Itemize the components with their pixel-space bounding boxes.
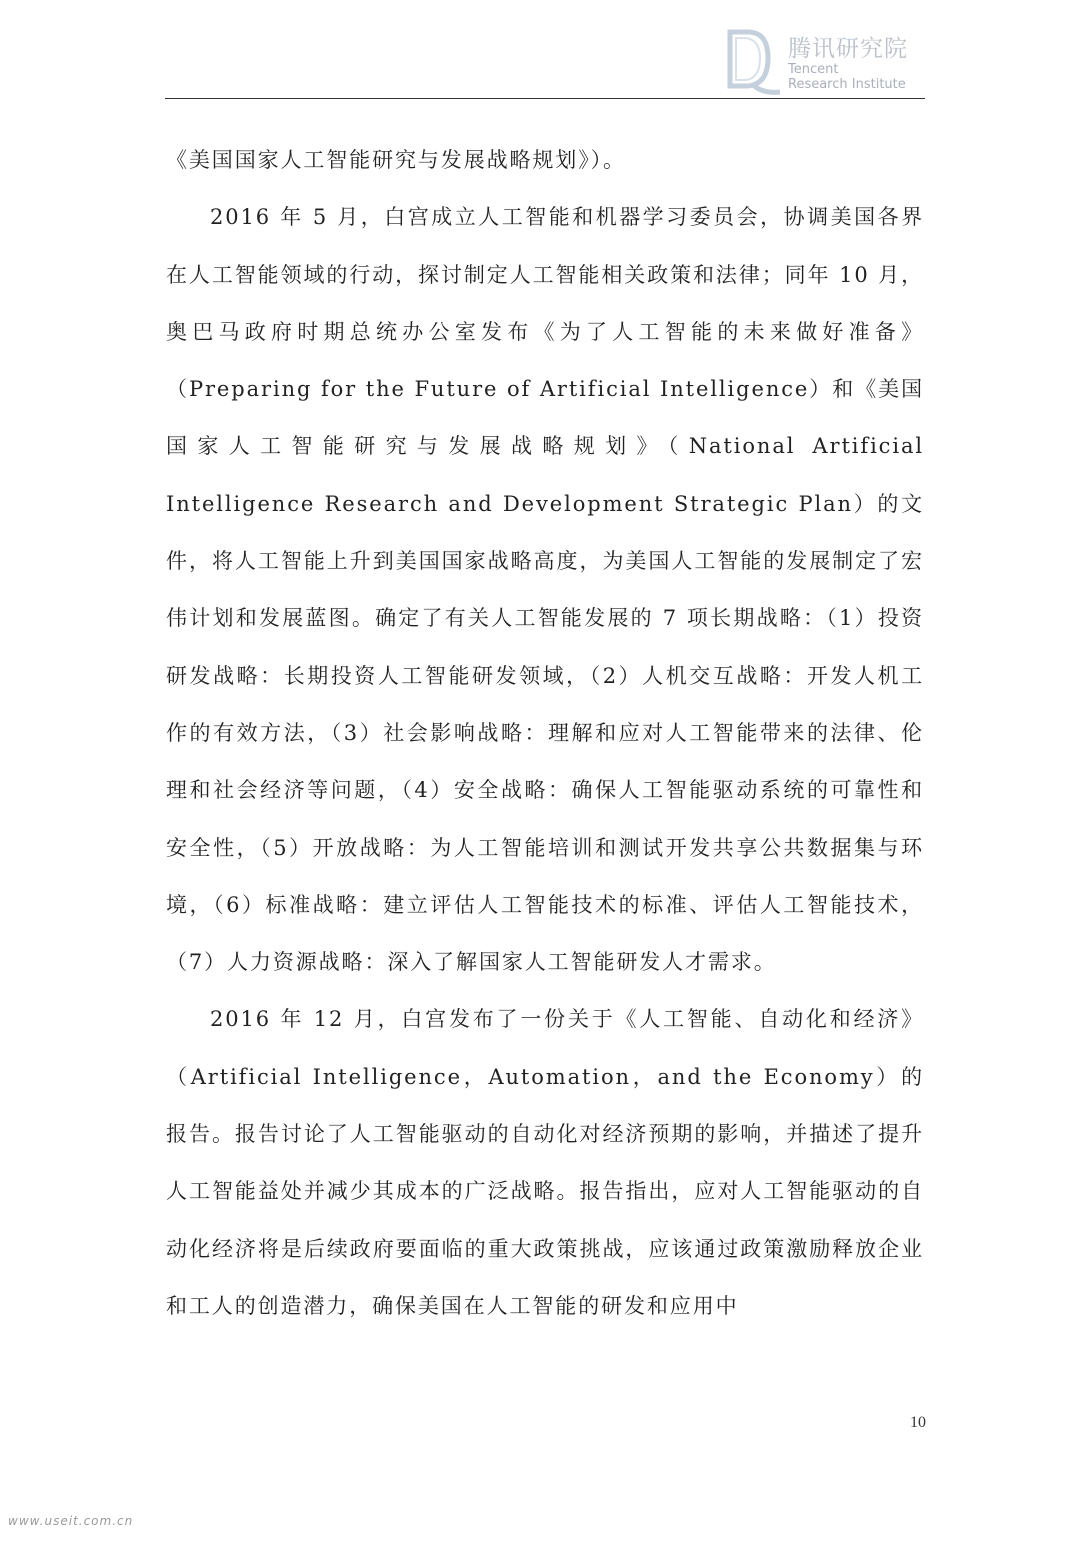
paragraph-2016-may: 2016 年 5 月，白宫成立人工智能和机器学习委员会，协调美国各界在人工智能领域的行动，探讨制定人工智能相关政策和法律；同年 10 月，奥巴马政府时期总统办公室发布《为了人工智能的未来做好准备》（Preparing for the Future of Artificial Intelligence）和《美国国家人工智能研究与发展战略规划》（National Artificial Intelligence Research and Development Strategic Plan）的文件，将人工智能上升到美国国家战略高度，为美国人工智能的发展制定了宏伟计划和发展蓝图。确定了有关人工智能发展的 7 项长期战略：（1）投资研发战略：长期投资人工智能研发领域，（2）人机交互战略：开发人机工作的有效方法，（3）社会影响战略：理解和应对人工智能带来的法律、伦理和社会经济等问题，（4）安全战略：确保人工智能驱动系统的可靠性和安全性，（5）开放战略：为人工智能培训和测试开发共享公共数据集与环境，（6）标准战略：建立评估人工智能技术的标准、评估人工智能技术，（7）人力资源战略：深入了解国家人工智能研发人才需求。 [166, 205, 924, 975]
paragraph-2016-december: 2016 年 12 月，白宫发布了一份关于《人工智能、自动化和经济》（Artificial Intelligence，Automation，and the Economy）的报告。报告讨论了人工智能驱动的自动化对经济预期的影响，并描述了提升人工智能益处并减少其成本的广泛战略。报告指出，应对人工智能驱动的自动化经济将是后续政府要面临的重大政策挑战，应该通过政策激励释放企业和工人的创造潜力，确保美国在人工智能的研发和应用中 [166, 1007, 924, 1318]
logo-english-line-1: Tencent [788, 62, 839, 77]
tencent-research-logo [722, 26, 922, 98]
paragraph-continuation: 《美国国家人工智能研究与发展战略规划》）。 [166, 148, 626, 172]
logo-english-name [788, 62, 906, 92]
document-body [166, 132, 924, 1335]
logo-q-icon [722, 28, 782, 96]
logo-english-line-2: Research Institute [788, 77, 906, 92]
logo-chinese-name: 腾讯研究院 [788, 36, 908, 62]
header-divider [165, 98, 925, 99]
page-number: 10 [910, 1414, 926, 1431]
watermark: www.useit.com.cn [8, 1514, 134, 1528]
